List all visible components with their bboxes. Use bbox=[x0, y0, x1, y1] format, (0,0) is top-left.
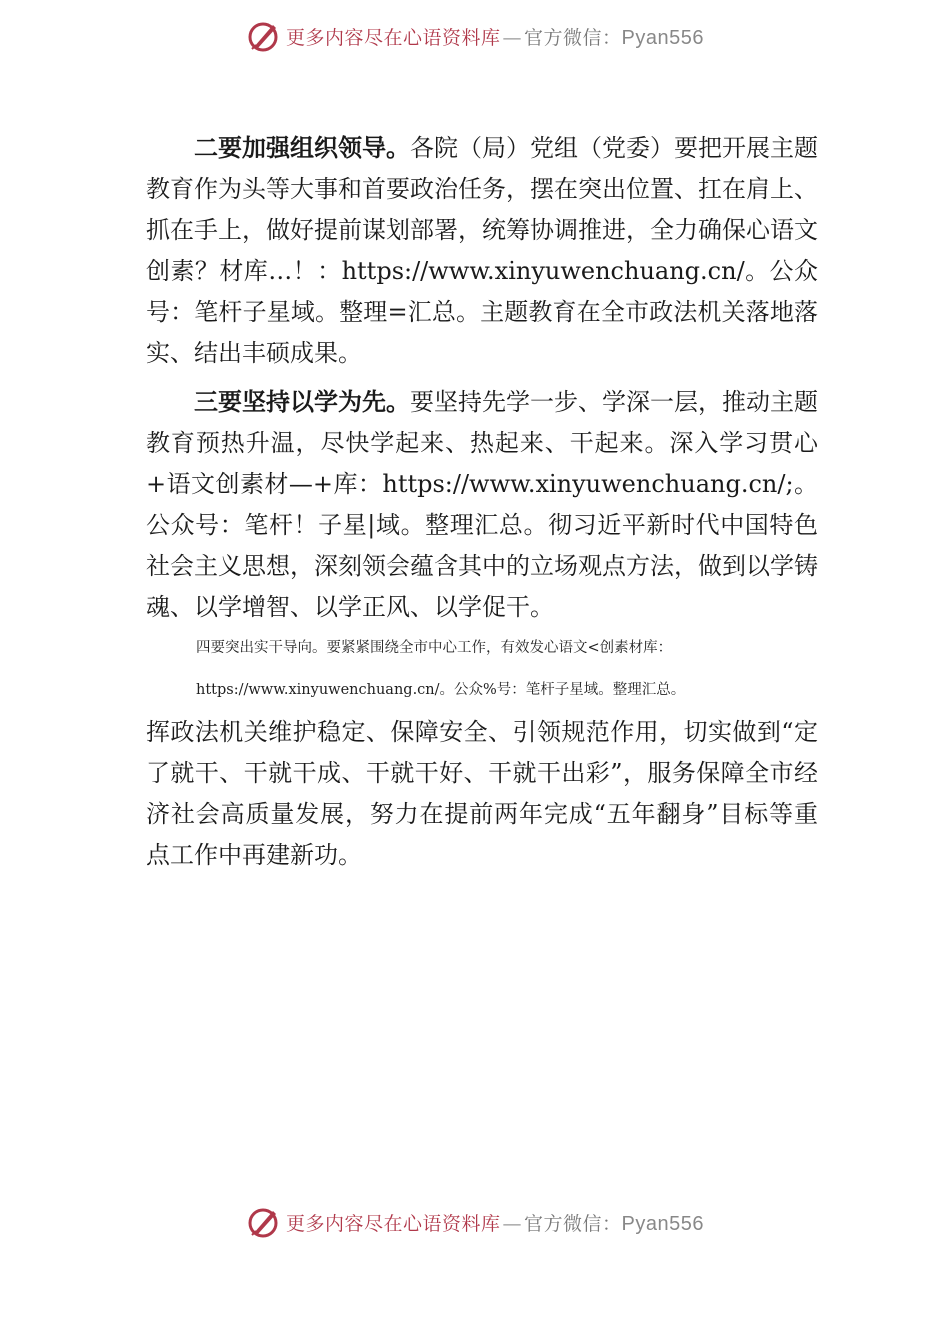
paragraph-study-first bbox=[146, 382, 818, 628]
banner-dash: — bbox=[502, 26, 523, 49]
banner-site-name: 更多内容尽在心语资料库 bbox=[286, 1212, 501, 1235]
banner-text bbox=[286, 23, 704, 50]
banner-wechat-id: Pyan556 bbox=[621, 26, 704, 49]
banner-text bbox=[286, 1209, 704, 1236]
header-banner bbox=[0, 16, 950, 56]
paragraph-heading: 二要加强组织领导。 bbox=[194, 134, 410, 162]
paragraph-continuation: 挥政法机关维护稳定、保障安全、引领规范作用，切实做到“定了就干、干就干成、干就干好、干就干出彩”，服务保障全市经济社会高质量发展，努力在提前两年完成“五年翻身”目标等重点工作中再建新功。 bbox=[146, 718, 818, 869]
banner-wechat-label: 官方微信： bbox=[524, 26, 622, 49]
quill-seal-logo-icon bbox=[246, 1205, 280, 1239]
banner-dash: — bbox=[502, 1212, 523, 1235]
document-body bbox=[146, 128, 818, 884]
quill-seal-logo-icon bbox=[246, 19, 280, 53]
small-note-url-line: https://www.xinyuwenchuang.cn/。公众%号：笔杆子星域。整理汇总。 bbox=[196, 682, 686, 698]
small-note-line: 四要突出实干导向。要紧紧围绕全市中心工作，有效发心语文<创素材库： bbox=[196, 640, 673, 656]
banner-site-name: 更多内容尽在心语资料库 bbox=[286, 26, 501, 49]
paragraph-text: 各院（局）党组（党委）要把开展主题教育作为头等大事和首要政治任务，摆在突出位置、扛在肩上、抓在手上，做好提前谋划部署，统筹协调推进，全力确保心语文创素？材库…！：https://www.xinyuwenchuang.cn/。公众号：笔杆子星域。整理=汇总。主题教育在全市政法机关落地落实、结出丰硕成果。 bbox=[146, 134, 818, 367]
footer-banner bbox=[0, 1202, 950, 1242]
banner-wechat-id: Pyan556 bbox=[621, 1212, 704, 1235]
banner-wechat-label: 官方微信： bbox=[524, 1212, 622, 1235]
paragraph-text: 要坚持先学一步、学深一层，推动主题教育预热升温，尽快学起来、热起来、干起来。深入学习贯心+语文创素材—+库：https://www.xinyuwenchuang.cn/;。公众号：笔杆！子星|域。整理汇总。彻习近平新时代中国特色社会主义思想，深刻领会蕴含其中的立场观点方法，做到以学铸魂、以学增智、以学正风、以学促干。 bbox=[146, 388, 818, 621]
paragraph-organization bbox=[146, 128, 818, 374]
paragraph-heading: 三要坚持以学为先。 bbox=[194, 388, 410, 416]
